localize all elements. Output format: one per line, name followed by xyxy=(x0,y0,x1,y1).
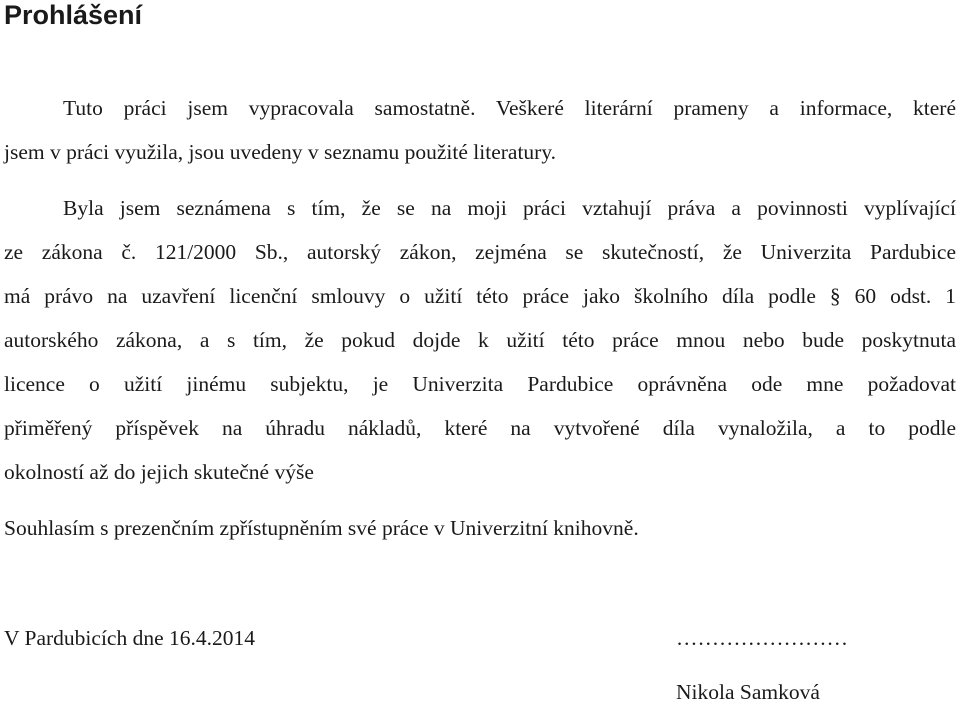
paragraph2-line1: Byla jsem seznámena s tím, že se na moji práci vztahují práva a povinnosti vyplívající xyxy=(63,196,956,220)
paragraph1-line1: Tuto práci jsem vypracovala samostatně. Veškeré literární prameny a informace, které xyxy=(63,96,956,120)
signature-line: …………………… xyxy=(676,626,848,650)
consent-statement: Souhlasím s prezenčním zpřístupněním své práce v Univerzitní knihovně. xyxy=(4,516,639,540)
paragraph2-line4: autorského zákona, a s tím, že pokud dojde k užití této práce mnou nebo bude poskytnuta xyxy=(4,328,956,352)
paragraph2-line2: ze zákona č. 121/2000 Sb., autorský zákon, zejména se skutečností, že Univerzita Pardubice xyxy=(4,240,956,264)
place-and-date: V Pardubicích dne 16.4.2014 xyxy=(4,626,255,650)
signature-name: Nikola Samková xyxy=(676,680,820,704)
page-title: Prohlášení xyxy=(4,0,143,30)
paragraph2-line5: licence o užití jinému subjektu, je Univerzita Pardubice oprávněna ode mne požadovat xyxy=(4,372,956,396)
paragraph2-line3: má právo na uzavření licenční smlouvy o užití této práce jako školního díla podle § 60 odst. 1 xyxy=(4,284,956,308)
paragraph2-line6: přiměřený příspěvek na úhradu nákladů, které na vytvořené díla vynaložila, a to podle xyxy=(4,416,956,440)
paragraph2-line7: okolností až do jejich skutečné výše xyxy=(4,460,314,484)
paragraph1-line2: jsem v práci využila, jsou uvedeny v seznamu použité literatury. xyxy=(4,140,557,164)
